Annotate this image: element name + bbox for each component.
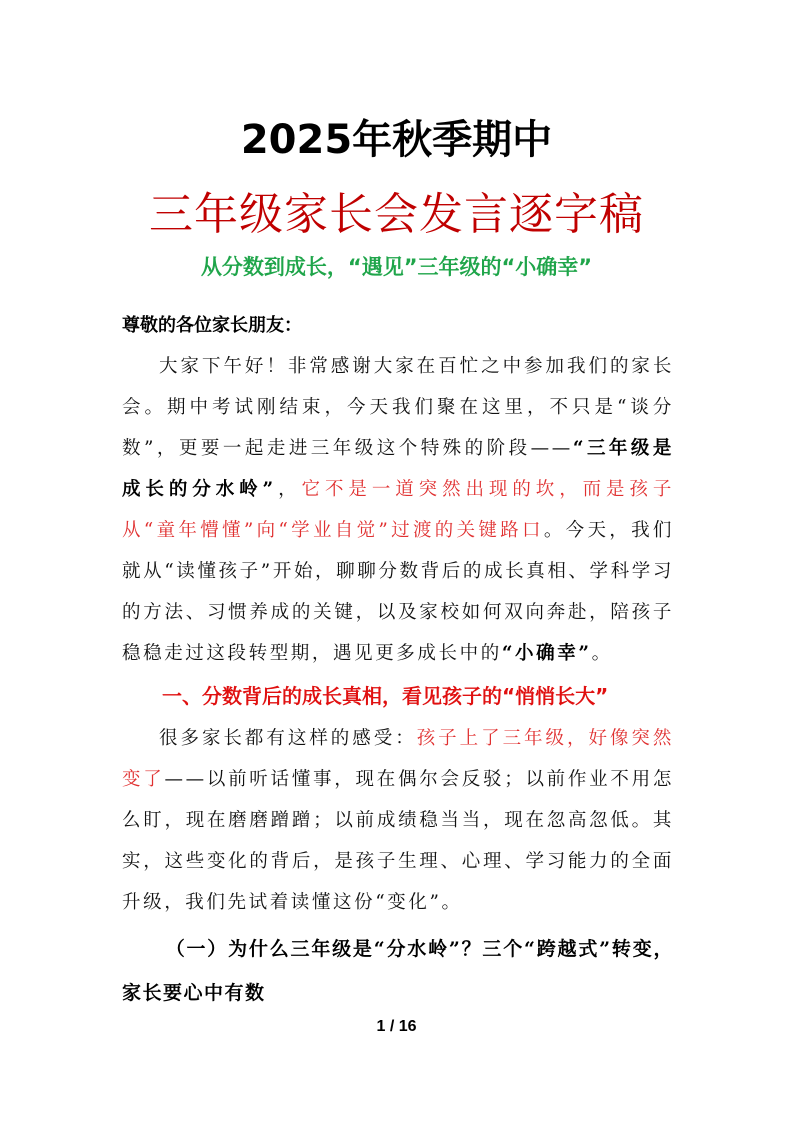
intro-text-end: 。 — [591, 643, 613, 664]
section-1-text-a: 很多家长都有这样的感受： — [159, 728, 417, 749]
intro-text-a: 大家下午好！非常感谢大家在百忙之中参加我们的家长会。期中考试刚结束，今天我们聚在这里，不只是“谈分数”，更要一起走进三年级这个特殊的阶段—— — [122, 356, 674, 459]
section-1-red-highlight: 孩子上了三年级，好像突然变了 — [122, 728, 674, 790]
section-1-subheading: （一）为什么三年级是“分水岭”？三个“跨越式”转变，家长要心中有数 — [122, 938, 674, 1004]
intro-text-b: ， — [275, 479, 302, 500]
section-1-paragraph — [122, 718, 674, 923]
intro-emphasis-watershed: “三年级是成长的分水岭” — [122, 438, 674, 500]
section-1-heading: 一、分数背后的成长真相，看见孩子的“悄悄长大” — [162, 684, 609, 708]
intro-emphasis-happiness: “小确幸” — [501, 643, 592, 664]
document-title-year: 2025年秋季期中 — [240, 117, 553, 163]
document-subtitle: 从分数到成长，“遇见”三年级的“小确幸” — [200, 255, 593, 279]
section-1-text-b: ——以前听话懂事，现在偶尔会反驳；以前作业不用怎么盯，现在磨磨蹭蹭；以前成绩稳当当，现在忽高忽低。其实，这些变化的背后，是孩子生理、心理、学习能力的全面升级，我们先试着读懂这份“变化”。 — [122, 769, 674, 913]
document-title-main: 三年级家长会发言逐字稿 — [149, 189, 644, 240]
page-indicator: 1 / 16 — [376, 1018, 417, 1035]
intro-paragraph — [122, 346, 674, 674]
salutation: 尊敬的各位家长朋友： — [122, 315, 302, 336]
document-body — [122, 305, 674, 1015]
intro-red-highlight: 它不是一道突然出现的坎，而是孩子从“童年懵懂”向“学业自觉”过渡的关键路口 — [122, 479, 674, 541]
intro-text-c: 。今天，我们就从“读懂孩子”开始，聊聊分数背后的成长真相、学科学习的方法、习惯养成的关键，以及家校如何双向奔赴，陪孩子稳稳走过这段转型期，遇见更多成长中的 — [122, 520, 674, 664]
